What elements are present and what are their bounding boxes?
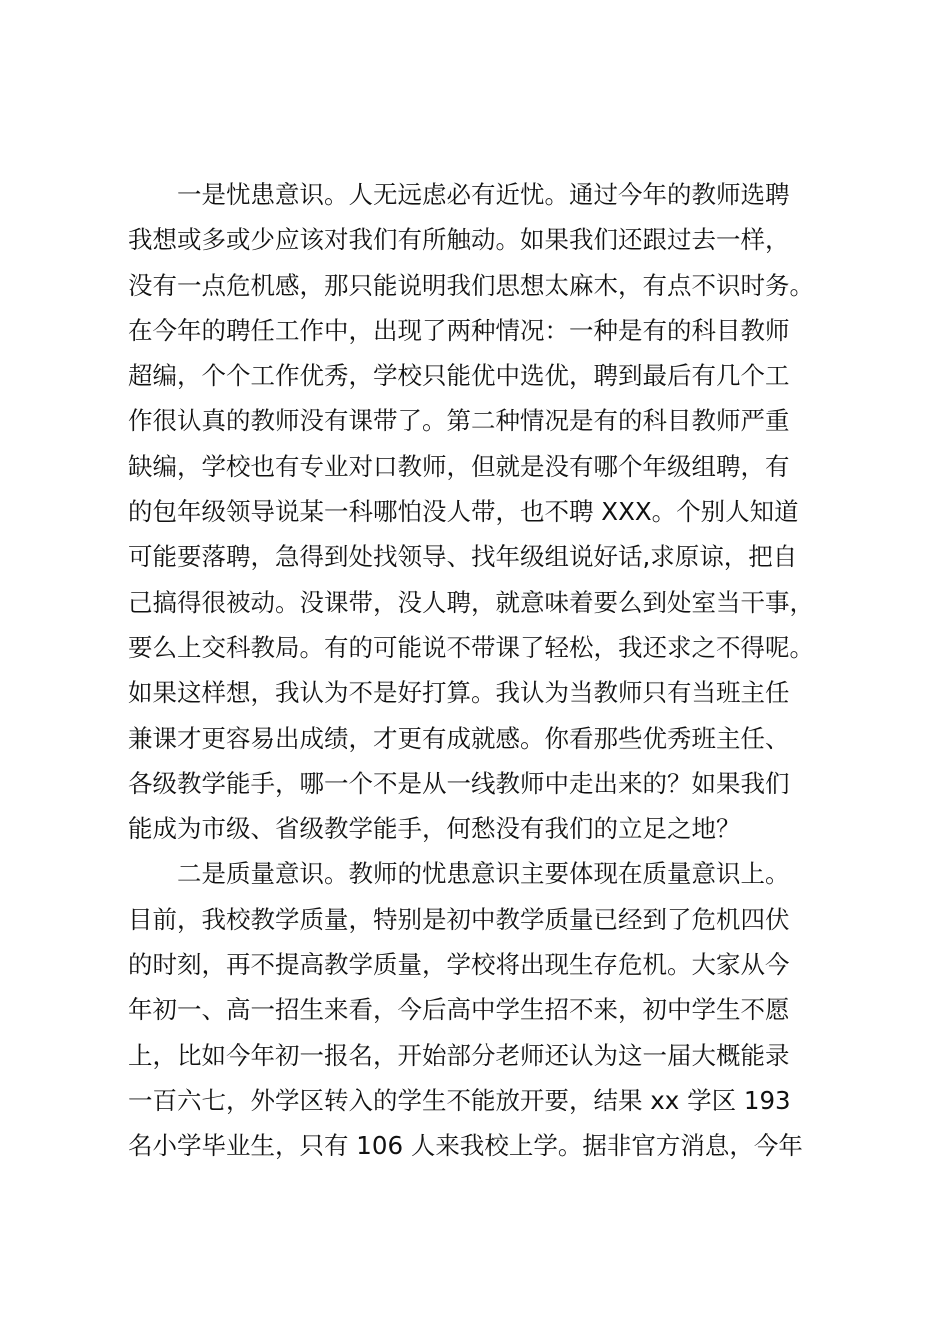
paragraph-1-line-6: 作很认真的教师没有课带了。第二种情况是有的科目教师严重	[128, 406, 790, 436]
paragraph-1-line-15: 能成为市级、省级教学能手，何愁没有我们的立足之地？	[128, 814, 741, 844]
paragraph-2-line-1: 二是质量意识。教师的忧患意识主要体现在质量意识上。	[177, 859, 790, 889]
paragraph-1-line-3: 没有一点危机感，那只能说明我们思想太麻木，有点不识时务。	[128, 270, 814, 300]
paragraph-2-line-2: 目前，我校教学质量，特别是初中教学质量已经到了危机四伏	[128, 904, 790, 934]
paragraph-1-line-4: 在今年的聘任工作中，出现了两种情况：一种是有的科目教师	[128, 315, 790, 345]
paragraph-1-line-11: 要么上交科教局。有的可能说不带课了轻松，我还求之不得呢。	[128, 632, 814, 662]
paragraph-1-line-5: 超编，个个工作优秀，学校只能优中选优，聘到最后有几个工	[128, 361, 790, 391]
paragraph-1-line-13: 兼课才更容易出成绩，才更有成就感。你看那些优秀班主任、	[128, 723, 790, 753]
paragraph-1-line-9: 可能要落聘，急得到处找领导、找年级组说好话,求原谅，把自	[128, 542, 798, 572]
paragraph-1-line-1: 一是忧患意识。人无远虑必有近忧。通过今年的教师选聘	[177, 180, 790, 209]
paragraph-2-line-5: 上，比如今年初一报名，开始部分老师还认为这一届大概能录	[128, 1040, 790, 1070]
paragraph-1-line-14: 各级教学能手，哪一个不是从一线教师中走出来的？如果我们	[128, 768, 790, 798]
paragraph-2-line-6: 一百六七，外学区转入的学生不能放开要，结果 xx 学区 193	[128, 1085, 791, 1115]
paragraph-2-line-3: 的时刻，再不提高教学质量，学校将出现生存危机。大家从今	[128, 950, 790, 980]
paragraph-2-line-4: 年初一、高一招生来看，今后高中学生招不来，初中学生不愿	[128, 995, 790, 1025]
document-body	[128, 172, 828, 1169]
paragraph-1-line-2: 我想或多或少应该对我们有所触动。如果我们还跟过去一样，	[128, 225, 790, 255]
paragraph-1-line-10: 己搞得很被动。没课带，没人聘，就意味着要么到处室当干事，	[128, 587, 814, 617]
paragraph-1-line-12: 如果这样想，我认为不是好打算。我认为当教师只有当班主任	[128, 678, 790, 708]
paragraph-2-line-7: 名小学毕业生，只有 106 人来我校上学。据非官方消息，今年	[128, 1131, 803, 1161]
paragraph-1-line-7: 缺编，学校也有专业对口教师，但就是没有哪个年级组聘，有	[128, 451, 790, 481]
paragraph-1-line-8: 的包年级领导说某一科哪怕没人带，也不聘 XXX。个别人知道	[128, 497, 799, 527]
